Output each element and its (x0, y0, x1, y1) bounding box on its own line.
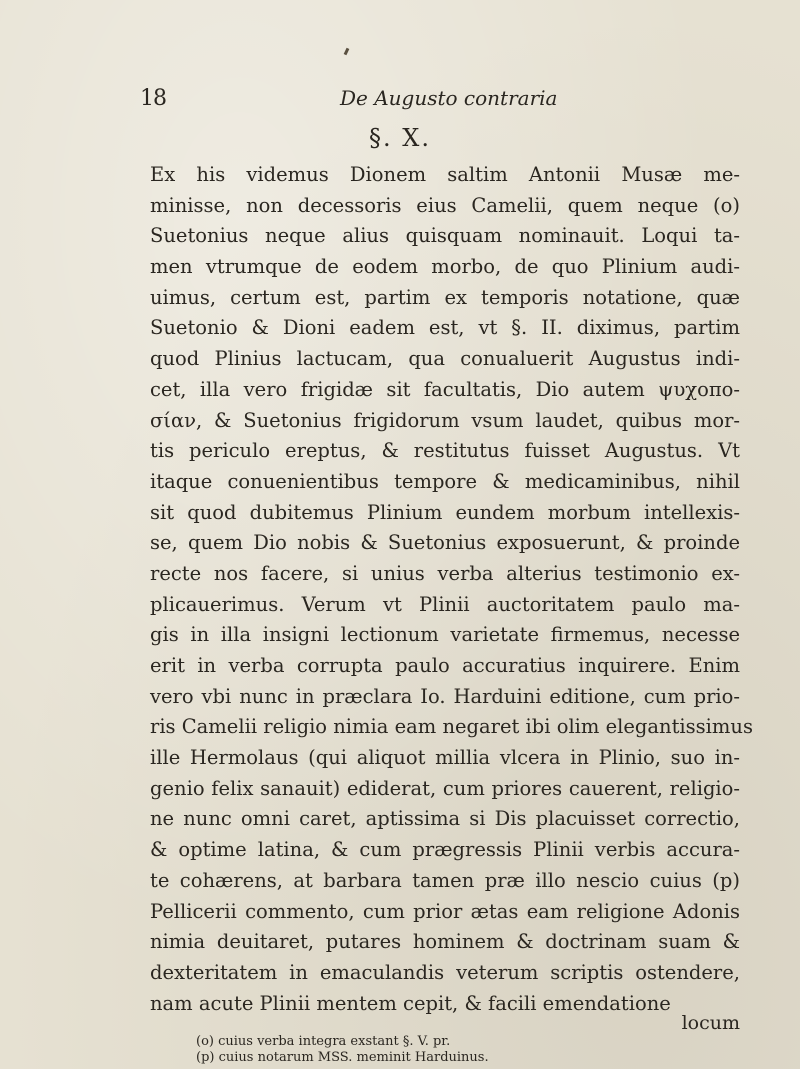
text-line: minisse, non decessoris eius Camelii, quem neque (o) (150, 193, 740, 217)
text-line: ne nunc omni caret, aptissima si Dis placuisset correctio, (150, 807, 740, 831)
catchword: locum (681, 1012, 740, 1034)
text-line: plicauerimus. Verum vt Plinii auctoritatem paulo ma- (150, 592, 740, 616)
text-line: nam acute Plinii mentem cepit, & facili emendatione (150, 991, 671, 1015)
text-line: erit in verba corrupta paulo accuratius inquirere. Enim (150, 654, 740, 677)
running-title: De Augusto contraria (340, 86, 558, 110)
text-line: sit quod dubitemus Plinium eundem morbum intellexis- (150, 500, 740, 524)
body-text (150, 160, 753, 1019)
text-line: vero vbi nunc in præclara Io. Harduini editione, cum prio- (150, 684, 740, 708)
text-line: Ex his videmus Dionem saltim Antonii Musæ me- (150, 163, 740, 186)
text-line: Suetonius neque alius quisquam nominauit. Loqui ta- (150, 224, 740, 248)
text-line: se, quem Dio nobis & Suetonius exposuerunt, & proinde (150, 531, 740, 555)
text-line: uimus, certum est, partim ex temporis notatione, quæ (150, 285, 740, 309)
text-line: nimia deuitaret, putares hominem & doctrinam suam & (150, 930, 740, 954)
text-line: men vtrumque de eodem morbo, de quo Plinium audi- (150, 255, 740, 279)
page-header (140, 86, 740, 116)
page-number: 18 (140, 86, 166, 111)
footnote-o: (o) cuius verba integra exstant §. V. pr. (196, 1034, 451, 1049)
ink-blot (344, 48, 350, 56)
text-line: ille Hermolaus (qui aliquot millia vlcera in Plinio, suo in- (150, 746, 740, 770)
text-line: ris Camelii religio nimia eam negaret ibi olim elegantissimus (150, 715, 753, 739)
text-line: Suetonio & Dioni eadem est, vt §. II. diximus, partim (150, 316, 740, 340)
text-line: itaque conuenientibus tempore & medicaminibus, nihil (150, 469, 740, 493)
text-line: tis periculo ereptus, & restitutus fuisset Augustus. Vt (150, 439, 740, 463)
text-line: gis in illa insigni lectionum varietate firmemus, necesse (150, 623, 740, 647)
text-line: σίαν, & Suetonius frigidorum vsum laudet, quibus mor- (150, 408, 740, 432)
text-line: genio felix sanauit) ediderat, cum priores cauerent, religio- (150, 776, 740, 800)
text-line: dexteritatem in emaculandis veterum scriptis ostendere, (150, 960, 740, 984)
footnotes (196, 1034, 716, 1066)
text-line: quod Plinius lactucam, qua conualuerit Augustus indi- (150, 347, 740, 371)
footnote-p: (p) cuius notarum MSS. meminit Harduinus. (196, 1050, 489, 1065)
text-line: & optime latina, & cum prægressis Plinii verbis accura- (150, 838, 740, 862)
text-line: Pellicerii commento, cum prior ætas eam religione Adonis (150, 899, 740, 923)
section-heading: §. X. (369, 124, 431, 152)
text-line: cet, illa vero frigidæ sit facultatis, Dio autem ψυχοπο- (150, 377, 740, 401)
text-line: recte nos facere, si unius verba alterius testimonio ex- (150, 561, 740, 585)
text-line: te cohærens, at barbara tamen præ illo nescio cuius (p) (150, 868, 740, 892)
